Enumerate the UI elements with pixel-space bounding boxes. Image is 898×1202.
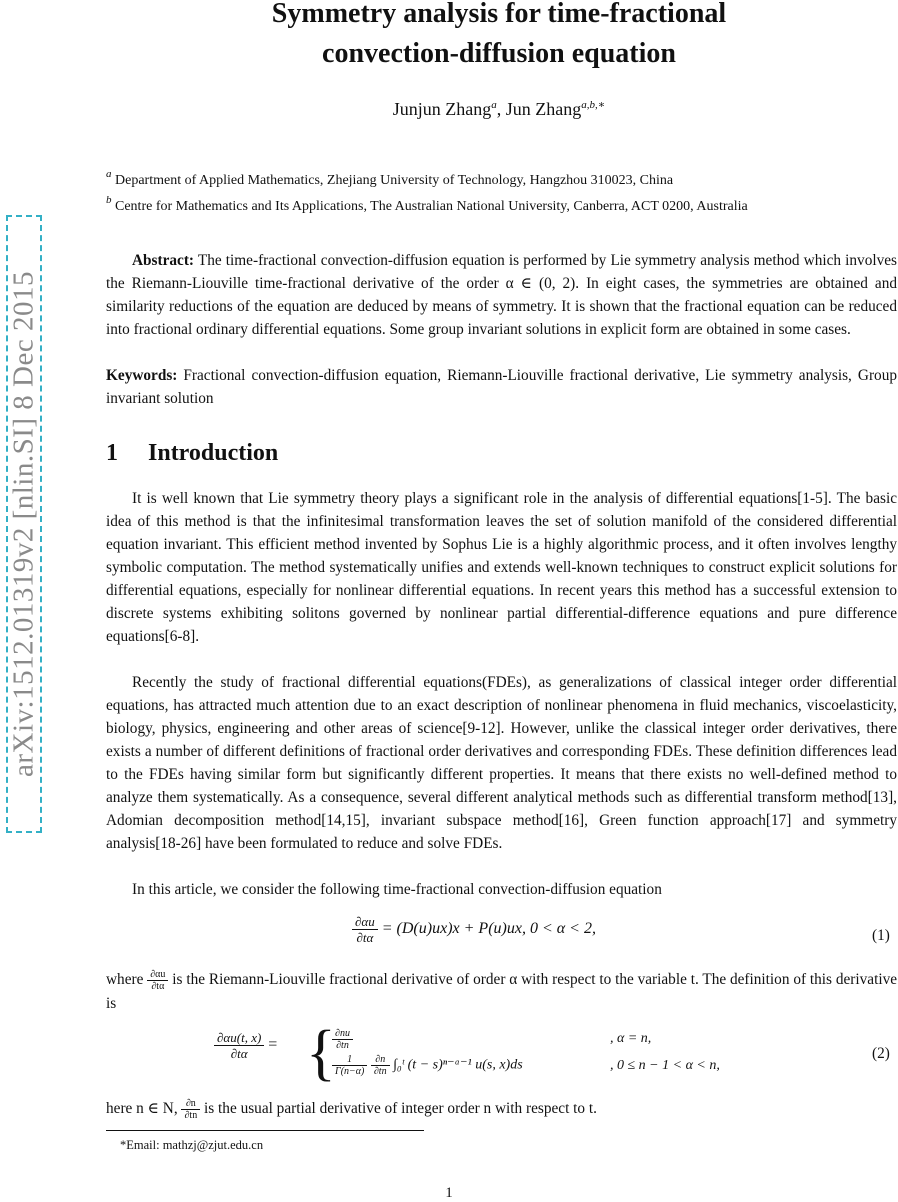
eq2-case-2-condition: , 0 ≤ n − 1 < α < n, — [610, 1058, 720, 1073]
section-title: Introduction — [148, 440, 279, 466]
eq2-case1-fraction — [332, 1028, 353, 1051]
paragraph-2: Recently the study of fractional differential equations(FDEs), as generalizations of classical integer order differential equations, has attracted much attention due to an exact description of nonlinear phenomena in fluid mechanics, viscoelasticity, biology, physics, engineering and other areas of science[9-12]. However, unlike the classical integer order derivatives, there exists a number of different definitions of fractional order derivatives and corresponding FDEs. These definition differences lead to the FDEs having similar form but significantly different properties. It means that there exists no well-defined method to analyze them systematically. As a consequence, several different analytical methods such as differential transform method[13], Adomian decomposition method[14,15], invariant subspace method[16], Green function approach[17] and symmetry analysis[18-26] have been formulated to reduce and solve FDEs. — [106, 674, 897, 852]
eq2-inline-derivative — [181, 1098, 200, 1121]
eq2-case-1-condition: , α = n, — [610, 1031, 652, 1046]
footnote-email: *Email: mathzj@zjut.edu.cn — [120, 1138, 264, 1152]
eq2-case2-coef-den: Γ(n−α) — [335, 1066, 365, 1077]
eq2-equals: = — [268, 1036, 278, 1054]
equation-2-number: (2) — [872, 1045, 890, 1062]
author-separator: , — [496, 99, 506, 119]
section-number: 1 — [106, 440, 118, 466]
paper-title-line1: Symmetry analysis for time-fractional — [271, 0, 727, 29]
eq1-explanation — [106, 968, 897, 1015]
paragraph-3: In this article, we consider the following time-fractional convection-diffusion equation — [132, 881, 662, 898]
eq2-case1-num: ∂nu — [332, 1028, 353, 1040]
eq1-lhs-fraction — [352, 914, 378, 945]
eq2-explanation-after: is the usual partial derivative of integer order n with respect to t. — [204, 1100, 597, 1117]
eq2-inline-num: ∂n — [181, 1098, 200, 1110]
inline-derivative — [147, 969, 168, 992]
abstract-text: The time-fractional convection-diffusion equation is performed by Lie symmetry analysis method which involves the Riemann-Liouville time-fractional derivative of the order α ∈ (0, 2). In eight cases, the symmetries are obtained and similarity reductions of the equation are deduced by means of symmetry. It is shown that the fractional equation can be reduced into fractional ordinary differential equations. Some group invariant solutions in explicit form are obtained in some cases. — [106, 252, 897, 338]
eq2-explanation — [106, 1097, 897, 1121]
abstract-label: Abstract: — [132, 252, 195, 269]
eq2-case2-coef-num: 1 — [332, 1054, 367, 1066]
eq1-rhs: = (D(u)ux)x + P(u)ux, 0 < α < 2, — [381, 920, 596, 938]
keywords — [106, 364, 897, 410]
eq2-lhs-fraction — [214, 1030, 264, 1061]
equation-1-number: (1) — [872, 927, 890, 944]
author-1-affil: a — [491, 99, 497, 111]
eq1-lhs-num: ∂αu — [352, 914, 378, 930]
eq2-case1-den: ∂tn — [336, 1040, 349, 1051]
eq2-lhs-num: ∂αu(t, x) — [214, 1030, 264, 1046]
affiliation-a-mark: a — [106, 168, 112, 180]
eq2-explanation-before: here n ∈ N, — [106, 1100, 178, 1117]
affiliation-b — [106, 187, 856, 220]
eq2-case-1 — [332, 1028, 353, 1051]
arxiv-stamp — [6, 215, 42, 833]
affiliation-b-text: Centre for Mathematics and Its Applications, The Australian National University, Canberra, ACT 0200, Australia — [111, 199, 748, 214]
author-2-affil: a,b,∗ — [581, 99, 606, 111]
eq2-case2-op-den: ∂tn — [373, 1066, 387, 1077]
equation-1 — [352, 914, 596, 945]
inline-derivative-den: ∂tα — [151, 980, 165, 992]
affiliation-a-text: Department of Applied Mathematics, Zhejiang University of Technology, Hangzhou 310023, China — [111, 173, 674, 188]
abstract — [106, 249, 897, 341]
eq1-lhs-den: ∂tα — [356, 930, 374, 945]
affiliation-b-mark: b — [106, 194, 112, 206]
paper-title-line2: convection-diffusion equation — [322, 38, 676, 69]
author-2: Jun Zhang — [505, 99, 582, 119]
paragraph-1: It is well known that Lie symmetry theory plays a significant role in the analysis of differential equations[1-5]. The basic idea of this method is that the infinitesimal transformation leaves the set of solution manifold of the considered differential equation invariant. This efficient method invented by Sophus Lie is a highly algorithmic process, and it often involves lengthy symbolic computation. The method systematically unifies and extends well-known techniques to construct explicit solutions for differential equations, especially for nonlinear differential equations. In recent years this method has a successful extension to discrete systems exhibiting solitons governed by nonlinear partial differential-difference equations and pure difference equations[6-8]. — [106, 490, 897, 645]
arxiv-id: arXiv:1512.01319v2 [nlin.SI] 8 Dec 2015 — [7, 271, 40, 777]
eq1-explanation-text: is the Riemann-Liouville fractional derivative of order α with respect to the variable t. The definition of this derivative is — [106, 971, 898, 1012]
eq2-inline-den: ∂tn — [184, 1109, 198, 1121]
keywords-text: Fractional convection-diffusion equation, Riemann-Liouville fractional derivative, Lie symmetry analysis, Group invariant solution — [106, 367, 897, 407]
section-heading — [106, 440, 278, 467]
page-number: 1 — [445, 1185, 453, 1201]
eq2-lhs-den: ∂tα — [230, 1046, 248, 1061]
eq2-case2-body: ∫₀ᵗ (t − s)ⁿ⁻ᵅ⁻¹ u(s, x)ds — [393, 1057, 523, 1073]
keywords-label: Keywords: — [106, 367, 178, 384]
eq2-case2-op-num: ∂n — [371, 1054, 390, 1066]
eq2-brace: { — [306, 1019, 336, 1087]
eq2-case-2 — [332, 1054, 523, 1077]
author-1: Junjun Zhang — [392, 99, 492, 119]
eq2-case2-op — [371, 1054, 390, 1077]
footnote-rule — [106, 1130, 424, 1131]
authors — [100, 98, 898, 120]
where-word: where — [106, 971, 144, 988]
equation-2-lhs — [214, 1030, 277, 1061]
eq2-case2-coef — [332, 1054, 367, 1077]
inline-derivative-num: ∂αu — [147, 969, 168, 981]
